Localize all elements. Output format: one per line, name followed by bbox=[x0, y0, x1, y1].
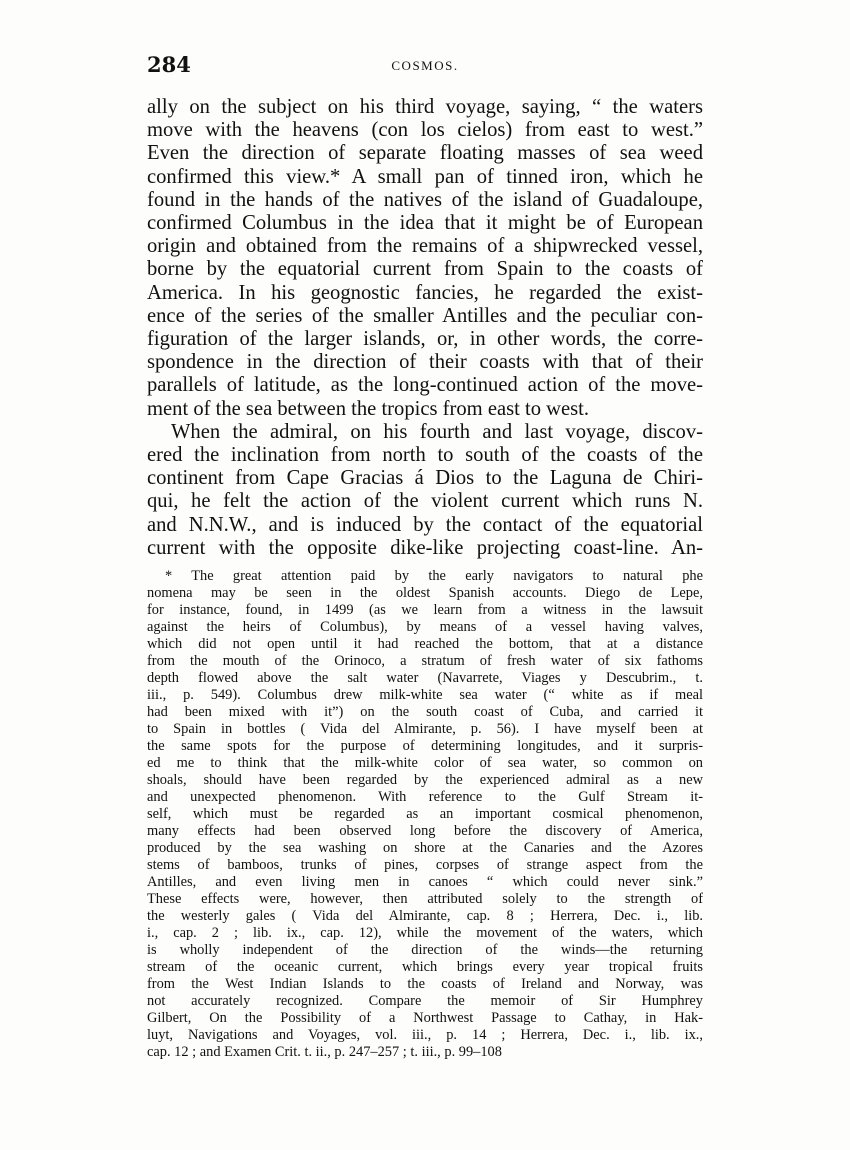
page-header bbox=[147, 50, 703, 80]
body-line: figuration of the larger islands, or, in other words, the corre- bbox=[147, 328, 703, 351]
footnote-line: against the heirs of Columbus), by means of a vessel having valves, bbox=[147, 619, 703, 635]
footnote-line: for instance, found, in 1499 (as we learn from a witness in the lawsuit bbox=[147, 602, 703, 618]
footnote-line: is wholly independent of the direction of the winds—the returning bbox=[147, 942, 703, 958]
footnote-line: and unexpected phenomenon. With reference to the Gulf Stream it- bbox=[147, 789, 703, 805]
body-line: ally on the subject on his third voyage, saying, “ the waters bbox=[147, 96, 703, 118]
body-line: ered the inclination from north to south of the coasts of the bbox=[147, 444, 703, 467]
body-line: Even the direction of separate floating masses of sea weed bbox=[147, 142, 703, 165]
body-line: confirmed Columbus in the idea that it might be of European bbox=[147, 212, 703, 235]
footnote-line: * The great attention paid by the early navigators to natural phe bbox=[165, 568, 703, 584]
body-line: continent from Cape Gracias á Dios to the Laguna de Chiri- bbox=[147, 467, 703, 490]
footnote-line: from the West Indian Islands to the coasts of Ireland and Norway, was bbox=[147, 976, 703, 992]
body-line: qui, he felt the action of the violent current which runs N. bbox=[147, 490, 703, 513]
body-line: When the admiral, on his fourth and last voyage, discov- bbox=[171, 420, 703, 443]
body-line: and N.N.W., and is induced by the contact of the equatorial bbox=[147, 513, 703, 536]
body-line: borne by the equatorial current from Spain to the coasts of bbox=[147, 258, 703, 281]
body-line: ment of the sea between the tropics from east to west. bbox=[147, 397, 590, 420]
body-text bbox=[147, 96, 703, 560]
page-number: 284 bbox=[147, 52, 191, 77]
footnote-line: stream of the oceanic current, which brings every year tropical fruits bbox=[147, 959, 703, 975]
body-line: ence of the series of the smaller Antilles and the peculiar con- bbox=[147, 304, 703, 327]
body-line: origin and obtained from the remains of a shipwrecked vessel, bbox=[147, 235, 703, 258]
footnote-line: shoals, should have been regarded by the experienced admiral as a new bbox=[147, 772, 703, 788]
footnote-line: Gilbert, On the Possibility of a Northwest Passage to Cathay, in Hak- bbox=[147, 1010, 703, 1026]
body-line: found in the hands of the natives of the island of Guadaloupe, bbox=[147, 188, 703, 211]
footnote-line: ed me to think that the milk-white color of sea water, so common on bbox=[147, 755, 703, 771]
footnote-line: depth flowed above the salt water (Navarrete, Viages y Descubrim., t. bbox=[147, 670, 703, 686]
body-line: America. In his geognostic fancies, he regarded the exist- bbox=[147, 281, 703, 304]
footnote-line: These effects were, however, then attributed solely to the strength of bbox=[147, 891, 703, 907]
body-line: spondence in the direction of their coasts with that of their bbox=[147, 351, 703, 374]
footnote-line: from the mouth of the Orinoco, a stratum of fresh water of six fathoms bbox=[147, 653, 703, 669]
footnote-line: self, which must be regarded as an important cosmical phenomenon, bbox=[147, 806, 703, 822]
footnote-line: which did not open until it had reached the bottom, that at a distance bbox=[147, 636, 703, 652]
footnote-line: not accurately recognized. Compare the memoir of Sir Humphrey bbox=[147, 993, 703, 1009]
footnote-line: nomena may be seen in the oldest Spanish accounts. Diego de Lepe, bbox=[147, 585, 703, 601]
body-line: parallels of latitude, as the long-continued action of the move- bbox=[147, 374, 703, 397]
footnote-line: i., cap. 2 ; lib. ix., cap. 12), while the movement of the waters, which bbox=[147, 925, 703, 941]
footnote bbox=[147, 568, 703, 1061]
body-line: confirmed this view.* A small pan of tinned iron, which he bbox=[147, 165, 703, 188]
body-line: current with the opposite dike-like projecting coast-line. An- bbox=[147, 536, 703, 559]
footnote-line: cap. 12 ; and Examen Crit. t. ii., p. 247–257 ; t. iii., p. 99–108 bbox=[147, 1044, 502, 1060]
footnote-line: iii., p. 549). Columbus drew milk-white sea water (“ white as if meal bbox=[147, 687, 703, 703]
footnote-line: stems of bamboos, trunks of pines, corpses of strange aspect from the bbox=[147, 857, 703, 873]
footnote-line: luyt, Navigations and Voyages, vol. iii., p. 14 ; Herrera, Dec. i., lib. ix., bbox=[147, 1027, 703, 1043]
footnote-line: to Spain in bottles ( Vida del Almirante, p. 56). I have myself been at bbox=[147, 721, 703, 737]
footnote-line: Antilles, and even living men in canoes “ which could never sink.” bbox=[147, 874, 703, 890]
body-line: move with the heavens (con los cielos) from east to west.” bbox=[147, 119, 703, 142]
footnote-line: the same spots for the purpose of determining longitudes, and it surpris- bbox=[147, 738, 703, 754]
footnote-line: produced by the sea washing on shore at the Canaries and the Azores bbox=[147, 840, 703, 856]
footnote-line: the westerly gales ( Vida del Almirante, cap. 8 ; Herrera, Dec. i., lib. bbox=[147, 908, 703, 924]
running-head: COSMOS. bbox=[391, 58, 459, 73]
footnote-line: had been mixed with it”) on the south coast of Cuba, and carried it bbox=[147, 704, 703, 720]
footnote-line: many effects had been observed long before the discovery of America, bbox=[147, 823, 703, 839]
